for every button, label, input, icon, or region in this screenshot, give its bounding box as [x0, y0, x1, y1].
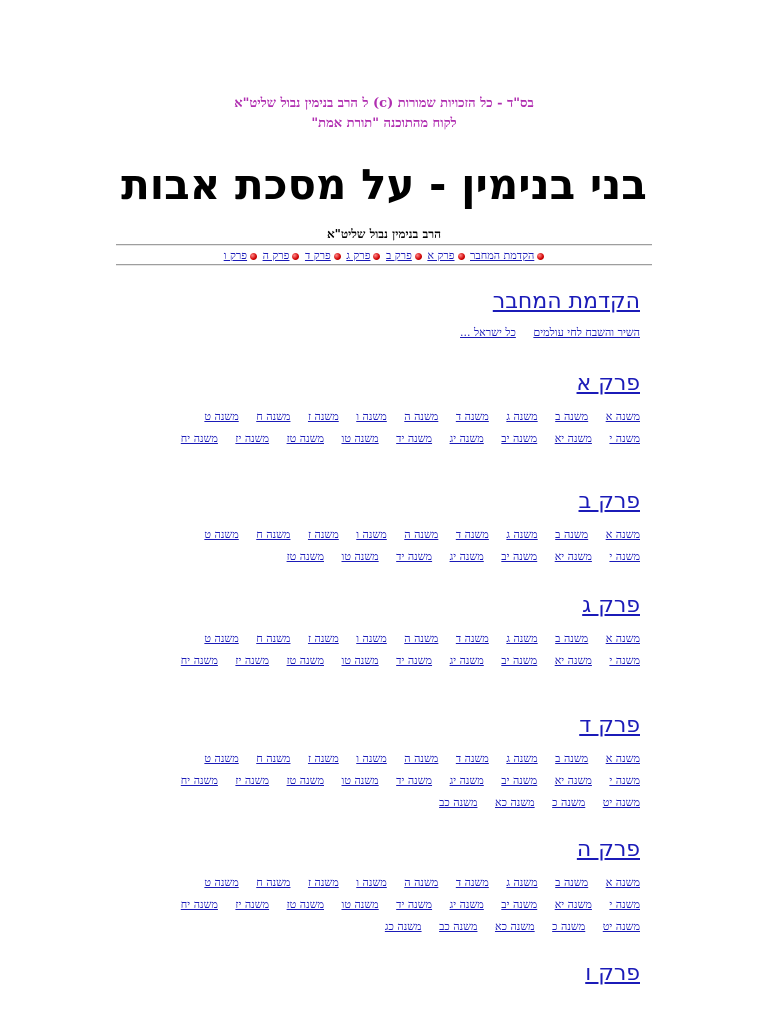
nav-link[interactable]: פרק א [427, 249, 455, 262]
section [145, 370, 640, 450]
red-dot-icon [292, 253, 299, 260]
nav-item-perek-b[interactable] [386, 248, 422, 263]
mishna-link[interactable]: משנה י [609, 898, 640, 911]
mishna-link[interactable]: משנה יד [396, 774, 433, 787]
section-title [145, 370, 640, 398]
section [145, 712, 640, 814]
mishna-link[interactable]: משנה א [605, 528, 640, 541]
mishna-link[interactable]: משנה כג [384, 920, 422, 933]
mishna-link[interactable]: משנה ח [256, 528, 291, 541]
mishna-link[interactable]: משנה יא [554, 550, 592, 563]
mishna-link[interactable]: משנה יא [554, 898, 592, 911]
mishna-link[interactable]: משנה יג [449, 432, 484, 445]
section-title-link[interactable]: פרק ב [578, 489, 640, 514]
mishna-link[interactable]: משנה ה [404, 632, 439, 645]
mishna-link[interactable]: משנה ט [204, 410, 239, 423]
mishna-link[interactable]: משנה כ [552, 796, 586, 809]
mishna-link[interactable]: משנה ז [307, 528, 339, 541]
mishna-link[interactable]: משנה יא [554, 774, 592, 787]
mishna-link[interactable]: משנה יג [449, 654, 484, 667]
section-links [145, 406, 640, 450]
mishna-link[interactable]: משנה ט [204, 752, 239, 765]
mishna-link[interactable]: משנה ו [356, 752, 387, 765]
nav-link[interactable]: פרק ד [304, 249, 331, 262]
nav-link[interactable]: הקדמת המחבר [470, 249, 535, 262]
page-title: בני בנימין - על מסכת אבות [121, 160, 647, 209]
mishna-link[interactable]: משנה ד [455, 410, 489, 423]
nav-item-perek-h[interactable] [263, 248, 300, 263]
section-links [145, 322, 640, 344]
mishna-link[interactable]: משנה א [605, 876, 640, 889]
mishna-link[interactable]: משנה י [609, 432, 640, 445]
copyright-notice [0, 94, 768, 134]
mishna-link[interactable]: משנה טו [341, 774, 379, 787]
mishna-link[interactable]: משנה ג [506, 632, 538, 645]
mishna-link[interactable]: משנה ד [455, 632, 489, 645]
section-title-link[interactable]: פרק א [576, 371, 640, 396]
mishna-link[interactable]: משנה טו [341, 550, 379, 563]
mishna-link[interactable]: משנה יב [501, 550, 538, 563]
mishna-link[interactable]: משנה יא [554, 654, 592, 667]
mishna-link[interactable]: משנה ו [356, 876, 387, 889]
section-links [145, 872, 640, 938]
section-title-link[interactable]: פרק ד [579, 713, 640, 738]
mishna-link[interactable]: משנה ח [256, 752, 291, 765]
nav-divider-top [116, 244, 652, 246]
mishna-link[interactable]: משנה יז [235, 898, 270, 911]
copyright-line-1: בס"ד - כל הזכויות שמורות (c) ל הרב בנימין נבול שליט"א [234, 96, 534, 111]
mishna-link[interactable]: משנה ד [455, 752, 489, 765]
mishna-link[interactable]: משנה א [605, 752, 640, 765]
mishna-link[interactable]: משנה י [609, 550, 640, 563]
mishna-link[interactable]: משנה יב [501, 654, 538, 667]
red-dot-icon [458, 253, 465, 260]
mishna-link[interactable]: משנה יב [501, 898, 538, 911]
mishna-link[interactable]: משנה ג [506, 752, 538, 765]
mishna-link[interactable]: משנה י [609, 774, 640, 787]
mishna-link[interactable]: משנה יט [602, 920, 640, 933]
mishna-link[interactable]: משנה ד [455, 876, 489, 889]
mishna-link[interactable]: משנה טז [286, 654, 324, 667]
mishna-link[interactable]: משנה ב [555, 410, 589, 423]
mishna-link[interactable]: משנה ד [455, 528, 489, 541]
nav-item-perek-a[interactable] [427, 248, 464, 263]
section [145, 592, 640, 672]
mishna-link[interactable]: משנה טו [341, 432, 379, 445]
mishna-link[interactable]: משנה יד [396, 654, 433, 667]
mishna-link[interactable]: משנה כא [494, 796, 535, 809]
section-title [145, 488, 640, 516]
mishna-link[interactable]: משנה ט [204, 528, 239, 541]
section [145, 836, 640, 938]
mishna-link[interactable]: משנה ו [356, 410, 387, 423]
mishna-link[interactable]: משנה ב [555, 632, 589, 645]
nav-item-perek-d[interactable] [305, 248, 341, 263]
section [145, 288, 640, 344]
mishna-link[interactable]: משנה יד [396, 432, 433, 445]
section-title [145, 960, 640, 988]
section [145, 960, 640, 988]
mishna-link[interactable]: משנה ב [555, 876, 589, 889]
section-links [145, 628, 640, 672]
mishna-link[interactable]: משנה ח [256, 410, 291, 423]
mishna-link[interactable]: משנה יב [501, 774, 538, 787]
mishna-link[interactable]: משנה יז [235, 432, 270, 445]
red-dot-icon [373, 253, 380, 260]
section-title-link[interactable]: פרק ו [585, 961, 640, 986]
mishna-link[interactable]: משנה ה [404, 876, 439, 889]
mishna-link[interactable]: משנה יח [180, 432, 218, 445]
section-links [145, 748, 640, 814]
mishna-link[interactable]: משנה יג [449, 550, 484, 563]
mishna-link[interactable]: משנה יח [180, 654, 218, 667]
mishna-link[interactable]: משנה יד [396, 898, 433, 911]
nav-item-perek-v[interactable] [224, 248, 257, 263]
mishna-link[interactable]: משנה ג [506, 528, 538, 541]
chapter-nav [0, 248, 768, 263]
section-title [145, 712, 640, 740]
nav-link[interactable]: פרק ה [262, 249, 290, 262]
mishna-link[interactable]: משנה יג [449, 774, 484, 787]
section-links [145, 524, 640, 568]
mishna-link[interactable]: משנה י [609, 654, 640, 667]
mishna-link[interactable]: משנה ח [256, 632, 291, 645]
copyright-line-2: לקוח מהתוכנה "תורת אמת" [311, 116, 457, 131]
mishna-link[interactable]: כל ישראל ... [460, 326, 516, 339]
mishna-link[interactable]: משנה כב [439, 796, 478, 809]
mishna-link[interactable]: משנה יח [180, 898, 218, 911]
mishna-link[interactable]: משנה ז [307, 876, 339, 889]
red-dot-icon [537, 253, 544, 260]
mishna-link[interactable]: משנה ג [506, 876, 538, 889]
mishna-link[interactable]: משנה טז [286, 432, 324, 445]
red-dot-icon [415, 253, 422, 260]
mishna-link[interactable]: משנה טו [341, 898, 379, 911]
mishna-link[interactable]: משנה ו [356, 528, 387, 541]
nav-link[interactable]: פרק ב [385, 249, 412, 262]
mishna-link[interactable]: משנה ב [555, 752, 589, 765]
mishna-link[interactable]: משנה יד [396, 550, 433, 563]
mishna-link[interactable]: משנה ח [256, 876, 291, 889]
mishna-link[interactable]: משנה א [605, 410, 640, 423]
mishna-link[interactable]: משנה ז [307, 410, 339, 423]
mishna-link[interactable]: משנה טז [286, 550, 324, 563]
mishna-link[interactable]: משנה ה [404, 752, 439, 765]
mishna-link[interactable]: משנה ה [404, 528, 439, 541]
mishna-link[interactable]: משנה יג [449, 898, 484, 911]
mishna-link[interactable]: משנה טז [286, 898, 324, 911]
mishna-link[interactable]: משנה יב [501, 432, 538, 445]
section-title [145, 592, 640, 620]
mishna-link[interactable]: השיר והשבח לחי עולמים [533, 326, 640, 339]
section-title [145, 836, 640, 864]
mishna-link[interactable]: משנה כ [552, 920, 586, 933]
mishna-link[interactable]: משנה ג [506, 410, 538, 423]
mishna-link[interactable]: משנה יא [554, 432, 592, 445]
section-title-link[interactable]: פרק ג [582, 593, 640, 618]
nav-item-intro[interactable] [470, 248, 544, 263]
mishna-link[interactable]: משנה יט [602, 796, 640, 809]
section [145, 488, 640, 568]
red-dot-icon [250, 253, 257, 260]
mishna-link[interactable]: משנה טז [286, 774, 324, 787]
mishna-link[interactable]: משנה טו [341, 654, 379, 667]
section-title-link[interactable]: פרק ה [576, 837, 640, 862]
mishna-link[interactable]: משנה ט [204, 632, 239, 645]
nav-link[interactable]: פרק ג [346, 249, 371, 262]
section-title-link[interactable]: הקדמת המחבר [492, 289, 640, 314]
mishna-link[interactable]: משנה ט [204, 876, 239, 889]
mishna-link[interactable]: משנה ז [307, 632, 339, 645]
mishna-link[interactable]: משנה א [605, 632, 640, 645]
nav-link[interactable]: פרק ו [223, 249, 248, 262]
mishna-link[interactable]: משנה ז [307, 752, 339, 765]
nav-divider-bottom [116, 264, 652, 266]
author-name: הרב בנימין נבול שליט"א [326, 227, 442, 241]
section-title [145, 288, 640, 316]
mishna-link[interactable]: משנה ה [404, 410, 439, 423]
mishna-link[interactable]: משנה יז [235, 654, 270, 667]
red-dot-icon [334, 253, 341, 260]
mishna-link[interactable]: משנה יז [235, 774, 270, 787]
mishna-link[interactable]: משנה כא [494, 920, 535, 933]
mishna-link[interactable]: משנה כב [439, 920, 478, 933]
nav-item-perek-g[interactable] [346, 248, 380, 263]
mishna-link[interactable]: משנה יח [180, 774, 218, 787]
mishna-link[interactable]: משנה ב [555, 528, 589, 541]
mishna-link[interactable]: משנה ו [356, 632, 387, 645]
